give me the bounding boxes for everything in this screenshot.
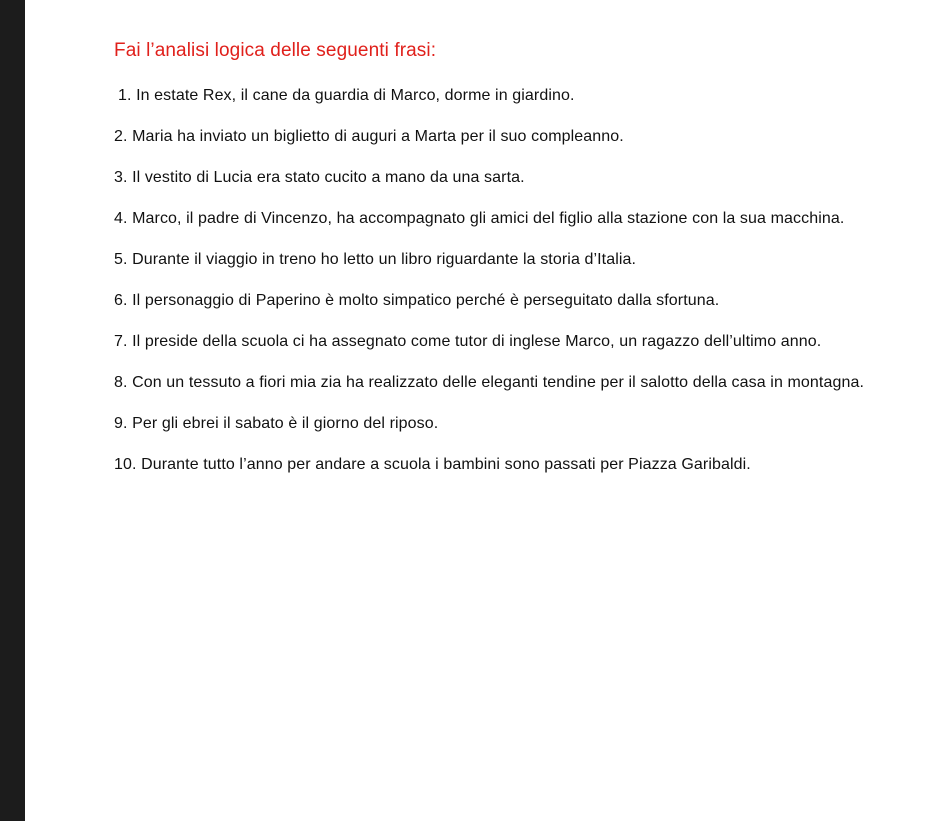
- sentence-item-5: 5. Durante il viaggio in treno ho letto un libro riguardante la storia d’Italia.: [114, 251, 637, 268]
- sentence-item-4: 4. Marco, il padre di Vincenzo, ha accompagnato gli amici del figlio alla stazione con la sua macchina.: [114, 210, 845, 227]
- sentence-item-3: 3. Il vestito di Lucia era stato cucito a mano da una sarta.: [114, 169, 525, 186]
- sentence-item-2: 2. Maria ha inviato un biglietto di auguri a Marta per il suo compleanno.: [114, 128, 624, 145]
- exercise-title: Fai l’analisi logica delle seguenti frasi:: [114, 40, 437, 61]
- sentence-item-10: 10. Durante tutto l’anno per andare a scuola i bambini sono passati per Piazza Garibaldi.: [114, 456, 751, 473]
- sentence-item-8: 8. Con un tessuto a fiori mia zia ha realizzato delle eleganti tendine per il salotto della casa in montagna.: [114, 374, 865, 391]
- sentence-item-9: 9. Per gli ebrei il sabato è il giorno del riposo.: [114, 415, 439, 432]
- sentence-list: [114, 84, 890, 477]
- sentence-item-7: 7. Il preside della scuola ci ha assegnato come tutor di inglese Marco, un ragazzo dell’ultimo anno.: [114, 333, 822, 350]
- document-content: [114, 38, 890, 494]
- left-dark-margin: [0, 0, 25, 821]
- sentence-item-6: 6. Il personaggio di Paperino è molto simpatico perché è perseguitato dalla sfortuna.: [114, 292, 720, 309]
- document-page: [25, 0, 935, 821]
- sentence-item-1: 1. In estate Rex, il cane da guardia di Marco, dorme in giardino.: [118, 87, 575, 104]
